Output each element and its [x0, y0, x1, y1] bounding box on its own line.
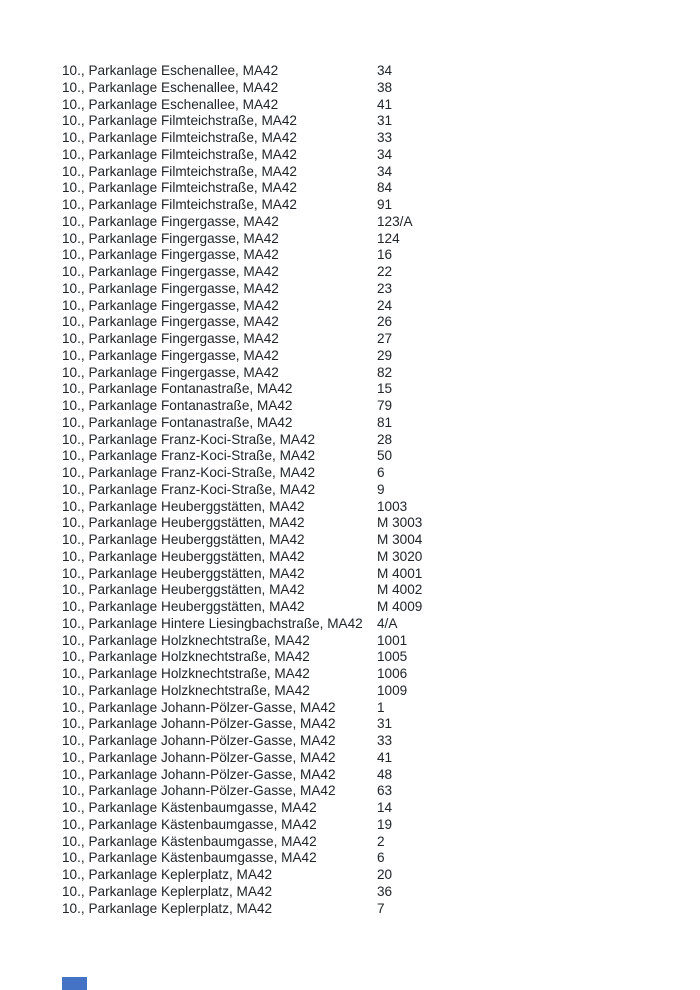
park-number: 31: [377, 113, 393, 129]
park-name: 10., Parkanlage Heuberggstätten, MA42: [62, 532, 305, 547]
park-number: 6: [377, 465, 385, 480]
park-name: 10., Parkanlage Keplerplatz, MA42: [62, 883, 273, 899]
park-number: 50: [377, 448, 393, 464]
park-name: 10., Parkanlage Johann-Pölzer-Gasse, MA42: [62, 733, 336, 748]
park-number: 1001: [377, 632, 408, 648]
park-number: M 3003: [377, 515, 423, 531]
park-number: 22: [377, 264, 393, 279]
park-number: 16: [377, 247, 393, 263]
park-number: 34: [377, 146, 393, 162]
park-name: 10., Parkanlage Kästenbaumgasse, MA42: [62, 800, 317, 815]
park-name: 10., Parkanlage Fingergasse, MA42: [62, 314, 279, 330]
list-item: [62, 901, 662, 918]
list-item: [62, 783, 662, 800]
list-item: [62, 666, 662, 683]
park-number: 1003: [377, 498, 408, 514]
park-name: 10., Parkanlage Johann-Pölzer-Gasse, MA42: [62, 766, 336, 782]
list-item: [62, 432, 662, 449]
park-number: 2: [377, 833, 385, 849]
list-item: [62, 649, 662, 666]
list-item: [62, 164, 662, 181]
list-item: [62, 750, 662, 767]
park-number: 36: [377, 883, 393, 899]
list-item: [62, 515, 662, 532]
park-name: 10., Parkanlage Heuberggstätten, MA42: [62, 515, 305, 531]
park-name: 10., Parkanlage Fingergasse, MA42: [62, 247, 279, 263]
list-item: [62, 197, 662, 214]
park-name: 10., Parkanlage Holzknechtstraße, MA42: [62, 666, 310, 681]
list-item: [62, 616, 662, 633]
park-name: 10., Parkanlage Heuberggstätten, MA42: [62, 582, 305, 598]
park-number: M 3004: [377, 532, 423, 547]
park-number: 123/A: [377, 213, 413, 229]
park-number: 33: [377, 130, 393, 145]
list-item: [62, 566, 662, 583]
park-number: 124: [377, 230, 400, 246]
park-name: 10., Parkanlage Eschenallee, MA42: [62, 79, 279, 95]
list-item: [62, 398, 662, 415]
park-name: 10., Parkanlage Fingergasse, MA42: [62, 297, 279, 313]
park-name: 10., Parkanlage Fontanastraße, MA42: [62, 381, 293, 397]
park-number: 34: [377, 163, 393, 179]
park-name: 10., Parkanlage Fingergasse, MA42: [62, 364, 279, 380]
park-name: 10., Parkanlage Johann-Pölzer-Gasse, MA42: [62, 699, 336, 715]
park-name: 10., Parkanlage Fingergasse, MA42: [62, 347, 279, 363]
park-number: 84: [377, 180, 393, 196]
park-name: 10., Parkanlage Filmteichstraße, MA42: [62, 163, 297, 179]
list-item: [62, 264, 662, 281]
park-number: 27: [377, 331, 393, 346]
park-number: M 3020: [377, 548, 423, 564]
park-number: 4/A: [377, 615, 398, 631]
list-item: [62, 415, 662, 432]
park-name: 10., Parkanlage Holzknechtstraße, MA42: [62, 682, 310, 698]
park-name: 10., Parkanlage Johann-Pölzer-Gasse, MA42: [62, 783, 336, 799]
park-name: 10., Parkanlage Filmteichstraße, MA42: [62, 146, 297, 162]
list-item: [62, 532, 662, 549]
park-name: 10., Parkanlage Franz-Koci-Straße, MA42: [62, 431, 316, 447]
park-name: 10., Parkanlage Heuberggstätten, MA42: [62, 498, 305, 514]
park-name: 10., Parkanlage Johann-Pölzer-Gasse, MA42: [62, 716, 336, 732]
park-number: 1006: [377, 666, 408, 681]
list-item: [62, 716, 662, 733]
park-number: 34: [377, 63, 393, 78]
park-name: 10., Parkanlage Franz-Koci-Straße, MA42: [62, 481, 316, 497]
park-number: 20: [377, 867, 393, 882]
list-item: [62, 817, 662, 834]
park-number: M 4002: [377, 582, 423, 598]
list-item: [62, 465, 662, 482]
list-item: [62, 884, 662, 901]
park-name: 10., Parkanlage Fingergasse, MA42: [62, 280, 279, 296]
park-name: 10., Parkanlage Heuberggstätten, MA42: [62, 599, 305, 614]
park-number: 24: [377, 297, 393, 313]
park-name: 10., Parkanlage Eschenallee, MA42: [62, 96, 279, 112]
list-item: [62, 499, 662, 516]
park-name: 10., Parkanlage Franz-Koci-Straße, MA42: [62, 465, 316, 480]
park-name: 10., Parkanlage Eschenallee, MA42: [62, 63, 279, 78]
park-number: 29: [377, 347, 393, 363]
park-name: 10., Parkanlage Heuberggstätten, MA42: [62, 565, 305, 581]
park-number: 28: [377, 431, 393, 447]
list-item: [62, 633, 662, 650]
list-item: [62, 582, 662, 599]
park-number: 7: [377, 900, 385, 916]
list-item: [62, 733, 662, 750]
list-item: [62, 365, 662, 382]
park-number: 41: [377, 96, 393, 112]
list-item: [62, 767, 662, 784]
park-number: 1005: [377, 649, 408, 665]
list-item: [62, 800, 662, 817]
list-item: [62, 314, 662, 331]
park-number: 26: [377, 314, 393, 330]
list-item: [62, 113, 662, 130]
park-name: 10., Parkanlage Holzknechtstraße, MA42: [62, 649, 310, 665]
park-name: 10., Parkanlage Holzknechtstraße, MA42: [62, 632, 310, 648]
park-number: M 4009: [377, 599, 423, 614]
park-name: 10., Parkanlage Kästenbaumgasse, MA42: [62, 833, 317, 849]
list-item: [62, 298, 662, 315]
list-item: [62, 549, 662, 566]
list-item: [62, 448, 662, 465]
list-item: [62, 214, 662, 231]
list-item: [62, 63, 662, 80]
park-name: 10., Parkanlage Fingergasse, MA42: [62, 264, 279, 279]
park-name: 10., Parkanlage Fontanastraße, MA42: [62, 414, 293, 430]
park-name: 10., Parkanlage Fontanastraße, MA42: [62, 398, 293, 413]
list-item: [62, 850, 662, 867]
park-name: 10., Parkanlage Kästenbaumgasse, MA42: [62, 850, 317, 866]
park-name: 10., Parkanlage Kästenbaumgasse, MA42: [62, 816, 317, 832]
park-number: 79: [377, 398, 393, 413]
park-number: 82: [377, 364, 393, 380]
park-number: 41: [377, 749, 393, 765]
list-item: [62, 599, 662, 616]
list-item: [62, 180, 662, 197]
park-name: 10., Parkanlage Filmteichstraße, MA42: [62, 130, 297, 145]
park-name: 10., Parkanlage Filmteichstraße, MA42: [62, 180, 297, 196]
park-number: 33: [377, 733, 393, 748]
park-number: 1009: [377, 682, 408, 698]
park-number: M 4001: [377, 565, 423, 581]
park-number: 1: [377, 699, 385, 715]
park-number: 15: [377, 381, 393, 397]
list-item: [62, 147, 662, 164]
list-item: [62, 867, 662, 884]
park-name: 10., Parkanlage Johann-Pölzer-Gasse, MA42: [62, 749, 336, 765]
list-item: [62, 231, 662, 248]
park-number: 6: [377, 850, 385, 866]
park-name: 10., Parkanlage Filmteichstraße, MA42: [62, 113, 297, 129]
park-number: 63: [377, 783, 393, 799]
park-number: 14: [377, 800, 393, 815]
park-facility-list: [62, 63, 662, 917]
park-name: 10., Parkanlage Fingergasse, MA42: [62, 230, 279, 246]
list-item: [62, 348, 662, 365]
park-name: 10., Parkanlage Hintere Liesingbachstraße, MA42: [62, 615, 363, 631]
park-name: 10., Parkanlage Franz-Koci-Straße, MA42: [62, 448, 316, 464]
list-item: [62, 834, 662, 851]
partially-visible-blue-element[interactable]: [62, 977, 87, 990]
park-name: 10., Parkanlage Fingergasse, MA42: [62, 213, 279, 229]
park-number: 38: [377, 79, 393, 95]
park-name: 10., Parkanlage Fingergasse, MA42: [62, 331, 279, 346]
park-name: 10., Parkanlage Keplerplatz, MA42: [62, 867, 273, 882]
park-number: 31: [377, 716, 393, 732]
park-name: 10., Parkanlage Filmteichstraße, MA42: [62, 197, 297, 212]
list-item: [62, 331, 662, 348]
park-name: 10., Parkanlage Heuberggstätten, MA42: [62, 548, 305, 564]
list-item: [62, 97, 662, 114]
list-item: [62, 700, 662, 717]
list-item: [62, 247, 662, 264]
park-number: 81: [377, 414, 393, 430]
park-number: 23: [377, 280, 393, 296]
park-number: 48: [377, 766, 393, 782]
park-name: 10., Parkanlage Keplerplatz, MA42: [62, 900, 273, 916]
list-item: [62, 683, 662, 700]
list-item: [62, 130, 662, 147]
list-item: [62, 80, 662, 97]
list-item: [62, 281, 662, 298]
park-number: 19: [377, 816, 393, 832]
park-number: 91: [377, 197, 393, 212]
list-item: [62, 381, 662, 398]
list-item: [62, 482, 662, 499]
park-number: 9: [377, 481, 385, 497]
